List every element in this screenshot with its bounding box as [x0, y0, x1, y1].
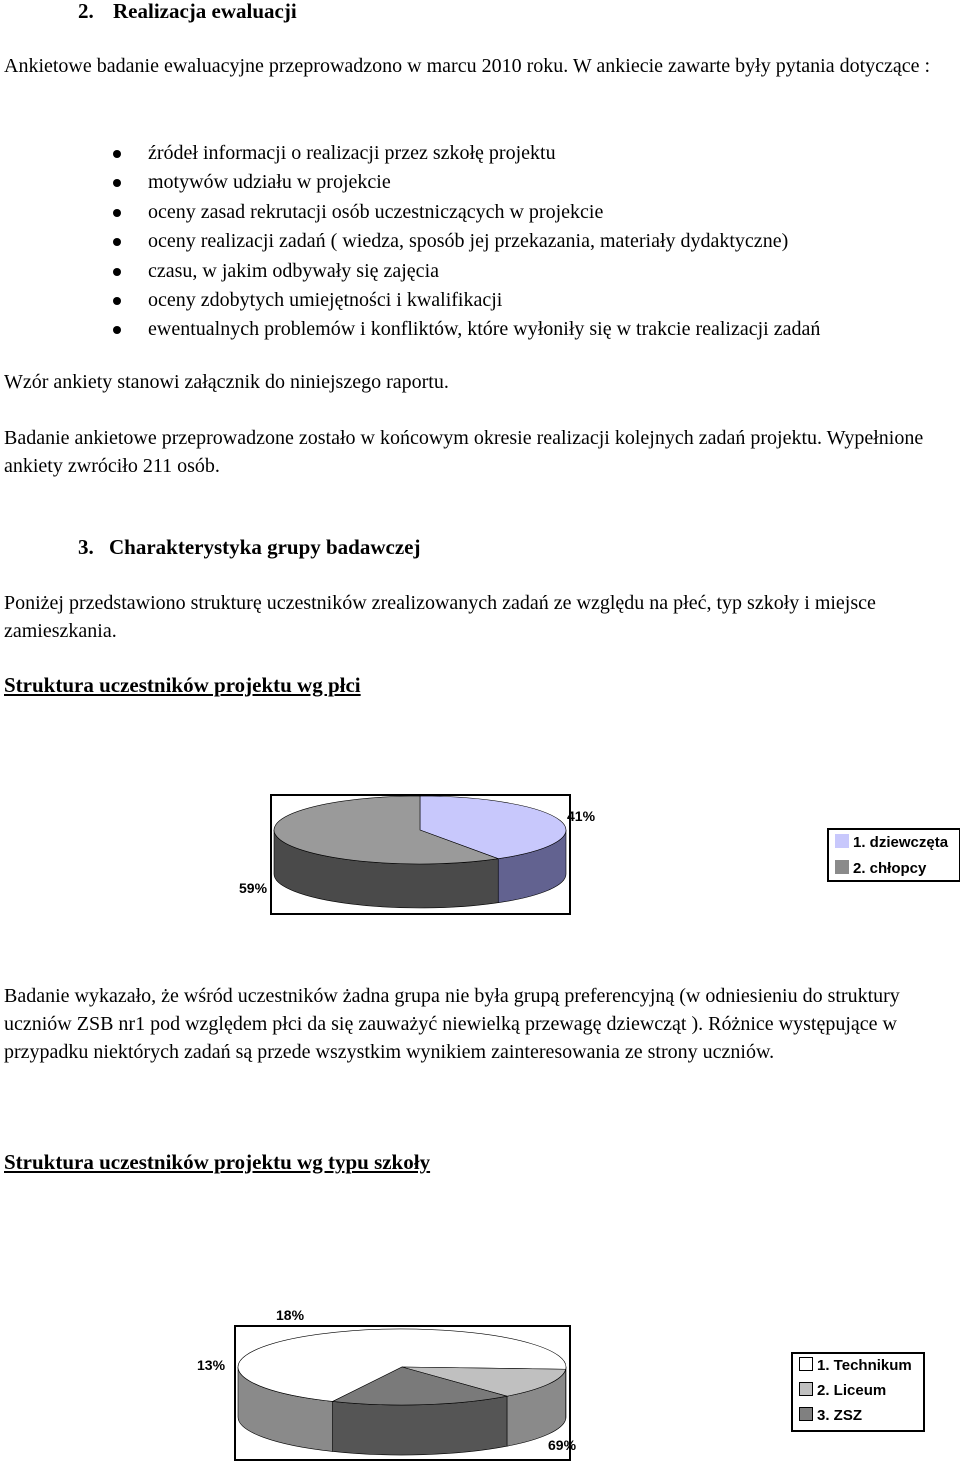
school-pie-label-technikum: 69%	[548, 1437, 576, 1453]
school-pie-label-zsz: 18%	[276, 1307, 304, 1323]
school-chart-frame	[234, 1325, 571, 1461]
bullet-icon	[113, 326, 121, 334]
school-pie-chart	[236, 1327, 569, 1459]
school-chart-heading: Struktura uczestników projektu wg typu szkoły	[4, 1150, 430, 1175]
legend-item-girls: 1. dziewczęta	[835, 834, 948, 851]
list-item: czasu, w jakim odbywały się zajęcia	[0, 257, 908, 286]
list-item: ewentualnych problemów i konfliktów, które wyłoniły się w trakcie realizacji zadań	[0, 315, 908, 344]
list-item: źródeł informacji o realizacji przez szkołę projektu	[0, 139, 908, 168]
legend-item-technikum: 1. Technikum	[799, 1357, 912, 1374]
bullet-icon	[113, 297, 121, 305]
bullet-icon	[113, 268, 121, 276]
list-item: oceny zdobytych umiejętności i kwalifikacji	[0, 286, 908, 315]
list-item: motywów udziału w projekcie	[0, 168, 908, 197]
legend-swatch-liceum	[799, 1382, 813, 1396]
section-3-heading	[78, 535, 420, 560]
school-chart-legend	[791, 1352, 925, 1432]
gender-chart-frame	[270, 794, 571, 915]
legend-swatch-zsz	[799, 1407, 813, 1421]
survey-attachment-note: Wzór ankiety stanowi załącznik do niniejszego raportu.	[4, 368, 954, 396]
legend-swatch-girls	[835, 834, 849, 848]
bullet-icon	[113, 238, 121, 246]
section-2-paragraph: Badanie ankietowe przeprowadzone zostało w końcowym okresie realizacji kolejnych zadań projektu. Wypełnione ankiety zwróciło 211 osób.	[4, 424, 954, 480]
section-2-title: Realizacja ewaluacji	[113, 0, 297, 23]
gender-chart-heading: Struktura uczestników projektu wg płci	[4, 673, 361, 698]
gender-chart-legend	[827, 828, 960, 882]
gender-pie-label-boys: 59%	[239, 880, 267, 896]
section-3-title: Charakterystyka grupy badawczej	[109, 535, 420, 559]
gender-chart-comment: Badanie wykazało, że wśród uczestników żadna grupa nie była grupą preferencyjną (w odniesieniu do struktury uczniów ZSB nr1 pod względem płci da się zauważyć niewielką przewagę dziewcząt ). Różnice występujące w przypadku niektórych zadań są przede wszystkim wynikiem zainteresowania ze strony uczniów.	[4, 982, 954, 1066]
school-pie-label-liceum: 13%	[197, 1357, 225, 1373]
section-2-intro: Ankietowe badanie ewaluacyjne przeprowadzono w marcu 2010 roku. W ankiecie zawarte były pytania dotyczące :	[4, 52, 954, 80]
legend-item-boys: 2. chłopcy	[835, 860, 926, 877]
section-3-intro: Poniżej przedstawiono strukturę uczestników zrealizowanych zadań ze względu na płeć, typ szkoły i miejsce zamieszkania.	[4, 589, 954, 645]
bullet-icon	[113, 179, 121, 187]
section-2-heading	[78, 0, 297, 24]
list-item: oceny realizacji zadań ( wiedza, sposób jej przekazania, materiały dydaktyczne)	[0, 227, 908, 256]
legend-swatch-technikum	[799, 1357, 813, 1371]
gender-pie-chart	[272, 796, 569, 913]
legend-swatch-boys	[835, 860, 849, 874]
bullet-icon	[113, 209, 121, 217]
bullet-icon	[113, 150, 121, 158]
legend-item-liceum: 2. Liceum	[799, 1382, 886, 1399]
question-list	[0, 139, 960, 345]
legend-item-zsz: 3. ZSZ	[799, 1407, 862, 1424]
list-item: oceny zasad rekrutacji osób uczestniczących w projekcie	[0, 198, 908, 227]
section-3-number: 3.	[78, 535, 94, 559]
gender-pie-label-girls: 41%	[567, 808, 595, 824]
section-2-number: 2.	[78, 0, 94, 23]
